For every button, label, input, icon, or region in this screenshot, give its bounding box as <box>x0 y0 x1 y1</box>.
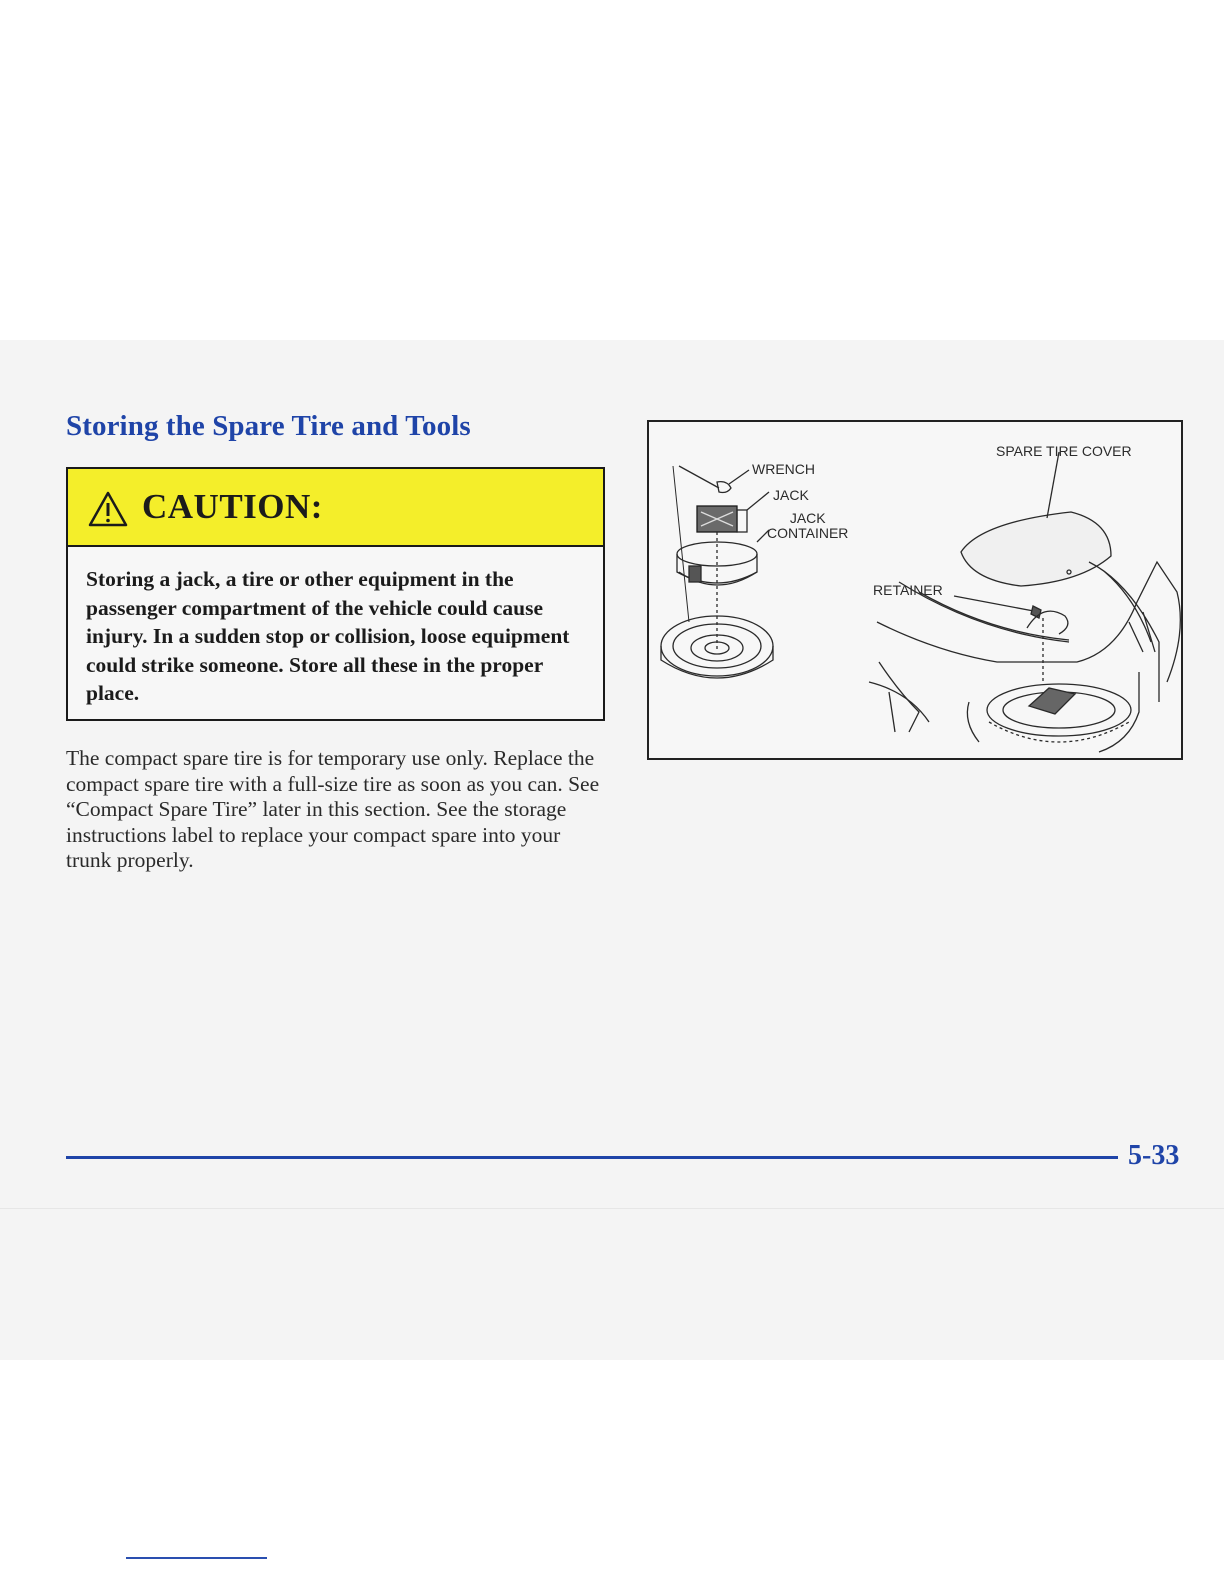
label-jack: JACK <box>773 487 809 503</box>
caution-header <box>68 469 603 547</box>
warning-triangle-icon <box>88 491 128 527</box>
bottom-link-mark <box>126 1557 267 1559</box>
body-paragraph: The compact spare tire is for temporary use only. Replace the compact spare tire with a full-size tire as soon as you can. See “Compact Spare Tire” later in this section. See the storage instructions label to replace your compact spare into your trunk properly. <box>66 746 600 872</box>
page-number: 5-33 <box>1128 1140 1180 1171</box>
label-wrench: WRENCH <box>752 461 815 477</box>
footer-rule <box>66 1156 1118 1159</box>
faint-divider <box>0 1208 1224 1209</box>
spare-tire-illustration <box>647 420 1183 760</box>
caution-title: CAUTION: <box>142 487 323 526</box>
label-retainer: RETAINER <box>873 582 943 598</box>
label-jack-container: JACK CONTAINER <box>767 510 849 541</box>
caution-body: Storing a jack, a tire or other equipment in the passenger compartment of the vehicle could cause injury. In a sudden stop or collision, loose equipment could strike someone. Store all these in the proper place. <box>86 567 570 705</box>
section-title: Storing the Spare Tire and Tools <box>66 410 471 442</box>
caution-box <box>66 467 605 721</box>
label-spare-tire-cover: SPARE TIRE COVER <box>996 443 1132 459</box>
